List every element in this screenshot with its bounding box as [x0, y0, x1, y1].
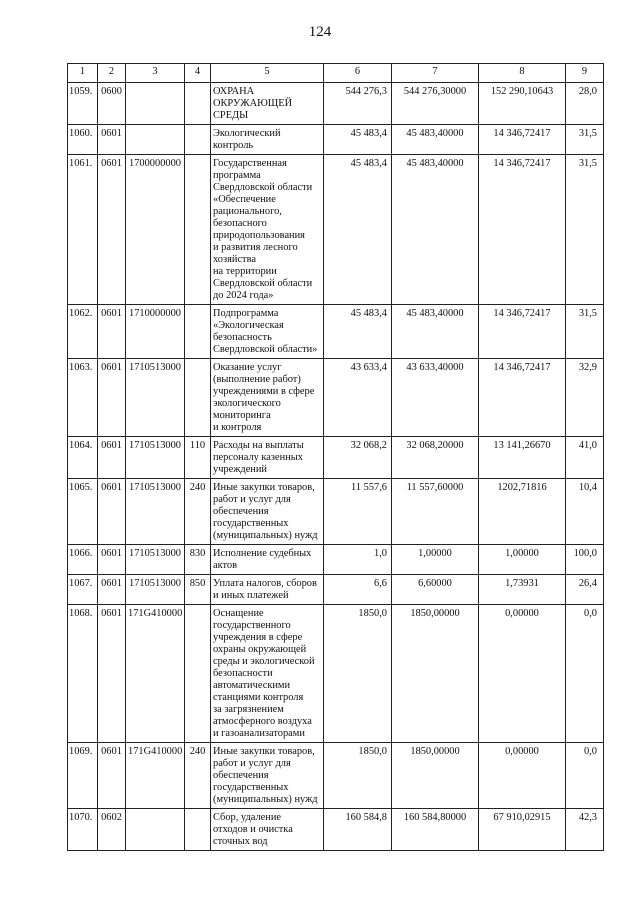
plan-amount: 11 557,6: [324, 479, 392, 545]
expense-type-code: 240: [185, 743, 211, 809]
section-code: 0601: [98, 545, 126, 575]
executed-amount: 0,00000: [479, 743, 566, 809]
section-code: 0600: [98, 83, 126, 125]
execution-percent: 31,5: [566, 125, 604, 155]
section-code: 0601: [98, 575, 126, 605]
approved-amount: 45 483,40000: [392, 305, 479, 359]
plan-amount: 1850,0: [324, 605, 392, 743]
row-number: 1061.: [68, 155, 98, 305]
row-number: 1063.: [68, 359, 98, 437]
approved-amount: 1850,00000: [392, 605, 479, 743]
item-name: Иные закупки товаров, работ и услуг для обеспечения государственных (муниципальных) нужд: [211, 743, 324, 809]
col-header-9: 9: [566, 64, 604, 83]
execution-percent: 31,5: [566, 155, 604, 305]
executed-amount: 152 290,10643: [479, 83, 566, 125]
approved-amount: 544 276,30000: [392, 83, 479, 125]
expense-type-code: 830: [185, 545, 211, 575]
item-name: Оснащение государственного учреждения в сфере охраны окружающей среды и экологической безопасности автоматическими станциями контроля за загрязнением атмосферного воздуха и газоанализаторами: [211, 605, 324, 743]
row-number: 1065.: [68, 479, 98, 545]
table-row: [68, 743, 604, 809]
execution-percent: 0,0: [566, 605, 604, 743]
expense-type-code: 110: [185, 437, 211, 479]
item-name: Государственная программа Свердловской области «Обеспечение рационального, безопасного природопользования и развития лесного хозяйства на территории Свердловской области до 2024 года»: [211, 155, 324, 305]
col-header-2: 2: [98, 64, 126, 83]
plan-amount: 1850,0: [324, 743, 392, 809]
table-row: [68, 437, 604, 479]
target-code: 1710513000: [126, 575, 185, 605]
execution-percent: 32,9: [566, 359, 604, 437]
approved-amount: 32 068,20000: [392, 437, 479, 479]
target-code: 1700000000: [126, 155, 185, 305]
item-name: Оказание услуг (выполнение работ) учреждениями в сфере экологического мониторинга и контроля: [211, 359, 324, 437]
plan-amount: 160 584,8: [324, 809, 392, 851]
target-code: 171G410000: [126, 743, 185, 809]
col-header-5: 5: [211, 64, 324, 83]
execution-percent: 31,5: [566, 305, 604, 359]
target-code: 1710000000: [126, 305, 185, 359]
row-number: 1069.: [68, 743, 98, 809]
table-row: [68, 125, 604, 155]
table-row: [68, 83, 604, 125]
col-header-7: 7: [392, 64, 479, 83]
expense-type-code: 850: [185, 575, 211, 605]
row-number: 1062.: [68, 305, 98, 359]
col-header-8: 8: [479, 64, 566, 83]
section-code: 0601: [98, 605, 126, 743]
section-code: 0601: [98, 359, 126, 437]
plan-amount: 45 483,4: [324, 155, 392, 305]
approved-amount: 43 633,40000: [392, 359, 479, 437]
target-code: [126, 809, 185, 851]
target-code: 1710513000: [126, 479, 185, 545]
item-name: Расходы на выплаты персоналу казенных учреждений: [211, 437, 324, 479]
row-number: 1064.: [68, 437, 98, 479]
execution-percent: 42,3: [566, 809, 604, 851]
execution-percent: 0,0: [566, 743, 604, 809]
plan-amount: 43 633,4: [324, 359, 392, 437]
table-row: [68, 575, 604, 605]
executed-amount: 1,00000: [479, 545, 566, 575]
item-name: Подпрограмма «Экологическая безопасность Свердловской области»: [211, 305, 324, 359]
target-code: 1710513000: [126, 545, 185, 575]
row-number: 1059.: [68, 83, 98, 125]
row-number: 1070.: [68, 809, 98, 851]
expense-type-code: [185, 83, 211, 125]
page-number: 124: [308, 24, 332, 40]
approved-amount: 45 483,40000: [392, 155, 479, 305]
executed-amount: 14 346,72417: [479, 359, 566, 437]
section-code: 0601: [98, 437, 126, 479]
table-row: [68, 605, 604, 743]
plan-amount: 1,0: [324, 545, 392, 575]
table-row: [68, 479, 604, 545]
item-name: Экологический контроль: [211, 125, 324, 155]
table-header-row: [68, 64, 604, 83]
section-code: 0601: [98, 743, 126, 809]
expense-type-code: [185, 125, 211, 155]
expense-type-code: [185, 155, 211, 305]
section-code: 0601: [98, 479, 126, 545]
plan-amount: 45 483,4: [324, 125, 392, 155]
expense-type-code: 240: [185, 479, 211, 545]
item-name: Уплата налогов, сборов и иных платежей: [211, 575, 324, 605]
col-header-6: 6: [324, 64, 392, 83]
executed-amount: 0,00000: [479, 605, 566, 743]
executed-amount: 1,73931: [479, 575, 566, 605]
target-code: 1710513000: [126, 437, 185, 479]
plan-amount: 544 276,3: [324, 83, 392, 125]
table-row: [68, 359, 604, 437]
approved-amount: 160 584,80000: [392, 809, 479, 851]
section-code: 0601: [98, 125, 126, 155]
table-row: [68, 305, 604, 359]
row-number: 1066.: [68, 545, 98, 575]
executed-amount: 13 141,26670: [479, 437, 566, 479]
execution-percent: 100,0: [566, 545, 604, 575]
expense-type-code: [185, 305, 211, 359]
approved-amount: 1850,00000: [392, 743, 479, 809]
executed-amount: 14 346,72417: [479, 155, 566, 305]
target-code: [126, 83, 185, 125]
expense-type-code: [185, 605, 211, 743]
plan-amount: 6,6: [324, 575, 392, 605]
item-name: Иные закупки товаров, работ и услуг для обеспечения государственных (муниципальных) нужд: [211, 479, 324, 545]
item-name: Исполнение судебных актов: [211, 545, 324, 575]
plan-amount: 32 068,2: [324, 437, 392, 479]
row-number: 1060.: [68, 125, 98, 155]
item-name: ОХРАНА ОКРУЖАЮЩЕЙ СРЕДЫ: [211, 83, 324, 125]
approved-amount: 6,60000: [392, 575, 479, 605]
table-row: [68, 809, 604, 851]
target-code: [126, 125, 185, 155]
row-number: 1067.: [68, 575, 98, 605]
approved-amount: 11 557,60000: [392, 479, 479, 545]
col-header-4: 4: [185, 64, 211, 83]
executed-amount: 14 346,72417: [479, 125, 566, 155]
target-code: 1710513000: [126, 359, 185, 437]
execution-percent: 41,0: [566, 437, 604, 479]
item-name: Сбор, удаление отходов и очистка сточных вод: [211, 809, 324, 851]
execution-percent: 10,4: [566, 479, 604, 545]
section-code: 0601: [98, 305, 126, 359]
approved-amount: 45 483,40000: [392, 125, 479, 155]
section-code: 0601: [98, 155, 126, 305]
expense-type-code: [185, 359, 211, 437]
col-header-3: 3: [126, 64, 185, 83]
col-header-1: 1: [68, 64, 98, 83]
plan-amount: 45 483,4: [324, 305, 392, 359]
row-number: 1068.: [68, 605, 98, 743]
executed-amount: 1202,71816: [479, 479, 566, 545]
execution-percent: 28,0: [566, 83, 604, 125]
table-row: [68, 545, 604, 575]
expense-type-code: [185, 809, 211, 851]
table-row: [68, 155, 604, 305]
executed-amount: 14 346,72417: [479, 305, 566, 359]
execution-percent: 26,4: [566, 575, 604, 605]
executed-amount: 67 910,02915: [479, 809, 566, 851]
target-code: 171G410000: [126, 605, 185, 743]
section-code: 0602: [98, 809, 126, 851]
budget-table: [67, 63, 604, 851]
approved-amount: 1,00000: [392, 545, 479, 575]
